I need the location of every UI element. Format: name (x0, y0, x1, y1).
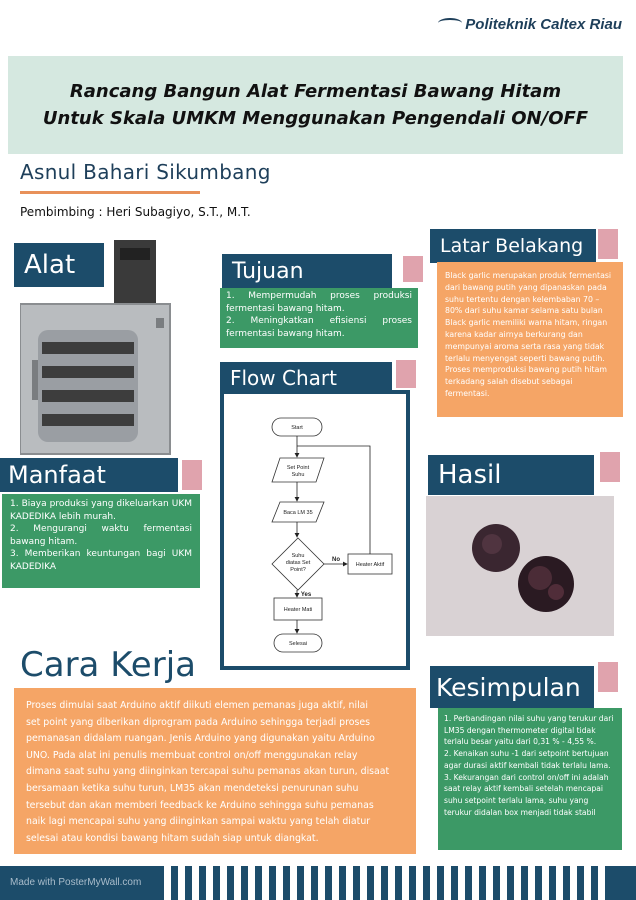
kesimpulan-accent (598, 662, 618, 692)
latar-line: dari bawang putih yang dipanaskan pada (445, 282, 607, 292)
cara-line: UNO. Pada alat ini penulis membuat control on/off menggunakan relay (26, 749, 358, 761)
fermentation-device-image (20, 240, 172, 458)
manfaat-item: 1. Biaya produksi yang dikeluarkan UKM KADEDIKA lebih murah. (10, 499, 192, 522)
latar-line: Black garlic merupakan produk fermentasi (445, 271, 612, 280)
tujuan-item: 1. Mempermudah proses produksi fermentasi bawang hitam. (226, 291, 412, 314)
footer-watermark[interactable]: Made with PosterMyWall.com (10, 877, 142, 888)
flow-heater-off-label: Heater Mati (283, 607, 313, 613)
section-hasil-header: Hasil (428, 455, 594, 495)
cara-line: pemanasan didalam ruangan. Jenis Arduino yang digunakan yaitu Arduino (26, 733, 375, 745)
footer-stripes (160, 866, 636, 900)
title-banner (8, 56, 623, 154)
author-underline (20, 191, 200, 194)
section-kesimpulan-header: Kesimpulan (430, 666, 594, 708)
manfaat-item: 3. Memberikan keuntungan bagi UKM KADEDIKA (10, 549, 192, 572)
black-garlic-photo (426, 496, 614, 636)
manfaat-box (2, 494, 200, 588)
hasil-accent (600, 452, 620, 482)
manfaat-accent (182, 460, 202, 490)
section-tujuan-header: Tujuan (222, 254, 392, 288)
poster-title (43, 78, 588, 132)
flow-yes-label: Yes (300, 592, 312, 598)
kesimpulan-line: 3. Kekurangan dari control on/off ini adalah (444, 772, 609, 782)
kesimpulan-line: terukur didalan box menjadi tidak stabil (444, 807, 596, 817)
flow-decision-label: Suhu (291, 553, 305, 559)
flow-setpoint-label: Suhu (291, 472, 305, 478)
author-name: Asnul Bahari Sikumbang (20, 160, 271, 184)
latar-line: Proses memproduksi bawang putih hitam (445, 365, 607, 375)
kesimpulan-line: 1. Perbandingan nilai suhu yang terukur dari (444, 714, 614, 723)
flow-end-label: Selesai (288, 641, 308, 647)
section-cara-kerja-header: Cara Kerja (20, 645, 196, 685)
cara-line: tersebut dan akan memberi feedback ke Arduino sehingga suhu pemanas (26, 799, 374, 811)
flow-setpoint-label: Set Point (286, 465, 310, 471)
latar-line: terlalu menyengat seperti bawang putih. (445, 353, 605, 363)
kesimpulan-box (438, 708, 622, 850)
section-latar-header: Latar Belakang (430, 229, 596, 263)
flow-no-label: No (332, 557, 340, 563)
flow-start-label: Start (291, 425, 303, 431)
manfaat-item: 2. Mengurangi waktu fermentasi bawang hitam. (10, 524, 192, 547)
section-manfaat-header: Manfaat (0, 458, 178, 492)
cara-line: dimana saat suhu yang diinginkan tercapai suhu pemanas akan turun, disaat (26, 766, 390, 778)
kesimpulan-line: agar durasi aktif kembali tidak terlalu lama. (444, 760, 611, 770)
advisor: Pembimbing : Heri Subagiyo, S.T., M.T. (20, 205, 251, 219)
cara-kerja-box (14, 688, 416, 854)
cara-line: selesai atau kondisi bawang hitam sudah siap untuk diangkat. (26, 832, 319, 844)
flowchart-diagram (224, 394, 406, 666)
cara-line: Proses dimulai saat Arduino aktif diikuti elemen pemanas juga aktif, nilai (26, 700, 369, 711)
cara-line: bersamaan ketika suhu turun, LM35 akan mendeteksi penurunan suhu (26, 782, 359, 794)
title-line-1: Rancang Bangun Alat Fermentasi Bawang Hitam (69, 81, 562, 102)
flow-decision-label: Point? (290, 567, 306, 573)
flowchart-panel (220, 390, 410, 670)
latar-accent (598, 229, 618, 259)
latar-line: mempunyai aroma serta rasa yang tidak (445, 341, 605, 351)
tujuan-box (220, 288, 418, 348)
title-line-2: Untuk Skala UMKM Menggunakan Pengendali ON/OFF (42, 108, 589, 129)
institution-name: Politeknik Caltex Riau (465, 16, 622, 33)
section-flowchart-header: Flow Chart (220, 362, 392, 394)
latar-line: karena kadar airnya berkurang dan (445, 329, 583, 339)
kesimpulan-line: terlalu besar yaitu dari 0,31 % - 4,55 %. (444, 737, 597, 747)
latar-line: 80% dari suhu kamar selama satu bulan (445, 306, 603, 316)
kesimpulan-line: LM35 dengan thermometer digital tidak (444, 725, 596, 735)
institution-logo-mark (438, 18, 462, 28)
latar-line: fermentasi. (445, 388, 490, 398)
flow-read-label: Baca LM 35 (283, 510, 313, 516)
kesimpulan-line: suhu setpoint terlalu lama, suhu yang (444, 795, 589, 805)
section-alat-header: Alat (14, 243, 104, 287)
kesimpulan-line: 2. Kenaikan suhu -1 dari setpoint bertujuan (444, 749, 609, 759)
tujuan-accent (403, 256, 423, 282)
latar-box (437, 262, 623, 417)
tujuan-item: 2. Meningkatkan efisiensi proses fermentasi bawang hitam. (226, 316, 412, 339)
kesimpulan-line: saat relay aktif kembali setelah mencapai (444, 784, 604, 794)
latar-line: terkadang salah disebut sebagai (445, 377, 573, 387)
flow-decision-label: diatas Set (285, 560, 311, 566)
flowchart-accent (396, 360, 416, 388)
flow-heater-on-label: Heater Aktif (355, 562, 385, 568)
latar-line: suhu tertentu dengan kelembaban 70 – (445, 294, 600, 304)
latar-line: Black garlic memiliki warna hitam, ringan (445, 318, 608, 328)
cara-line: naik lagi mencapai suhu yang diinginkan sampai waktu yang telah diatur (26, 816, 371, 828)
cara-line: set point yang diberikan diprogram pada Arduino sehingga terjadi proses (26, 716, 371, 728)
